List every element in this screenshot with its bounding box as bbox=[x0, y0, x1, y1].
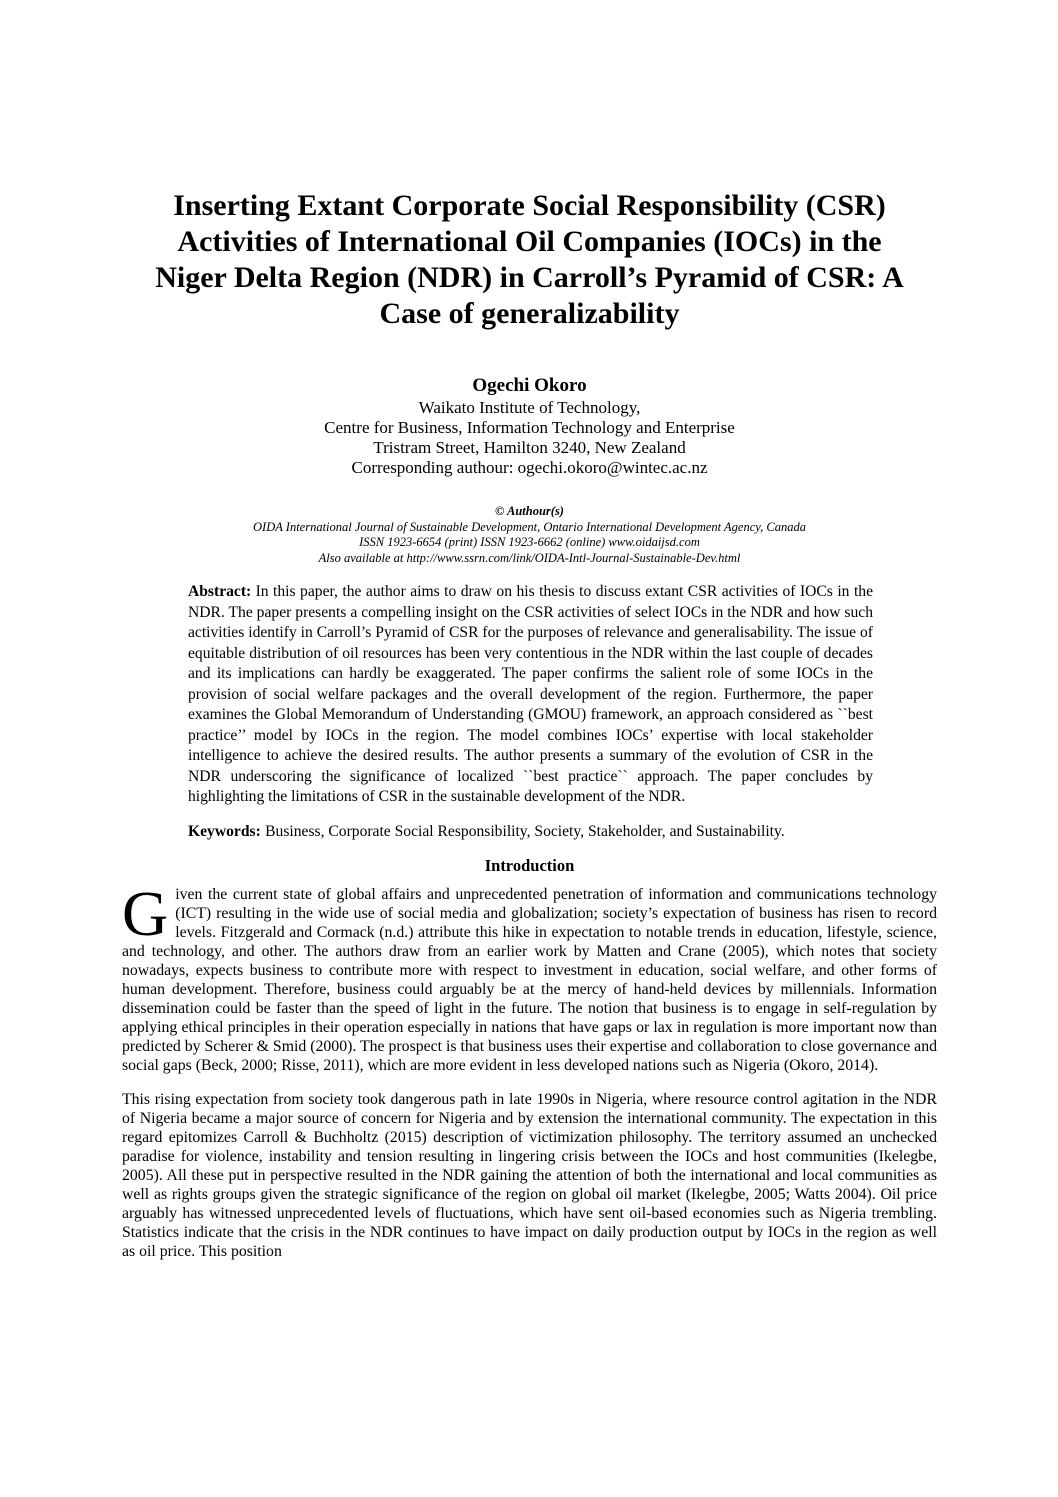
paper-title-line-4: Case of generalizability bbox=[379, 297, 680, 330]
introduction-heading: Introduction bbox=[484, 856, 575, 875]
paper-title-line-2: Activities of International Oil Companies (IOCs) in the bbox=[177, 225, 882, 258]
availability-line: Also available at http://www.ssrn.com/link/OIDA-Intl-Journal-Sustainable-Dev.html bbox=[318, 550, 741, 565]
keywords-label: Keywords: bbox=[188, 822, 261, 840]
journal-imprint bbox=[122, 504, 937, 566]
issn-line: ISSN 1923-6654 (print) ISSN 1923-6662 (online) www.oidaijsd.com bbox=[359, 535, 700, 549]
keywords-text: Business, Corporate Social Responsibility, Society, Stakeholder, and Sustainability. bbox=[265, 822, 785, 840]
author-block bbox=[122, 374, 937, 478]
abstract-label: Abstract: bbox=[188, 583, 252, 600]
abstract-block bbox=[188, 582, 873, 842]
author-corresponding-email: Corresponding authour: ogechi.okoro@wintec.ac.nz bbox=[351, 458, 708, 477]
keywords-paragraph bbox=[188, 822, 873, 843]
author-affiliation-centre: Centre for Business, Information Technology and Enterprise bbox=[324, 418, 735, 437]
journal-name-line: OIDA International Journal of Sustainable Development, Ontario International Development Agency, Canada bbox=[253, 519, 806, 534]
author-affiliation-address: Tristram Street, Hamilton 3240, New Zealand bbox=[373, 438, 686, 457]
introduction-paragraph-2: This rising expectation from society took dangerous path in late 1990s in Nigeria, where resource control agitation in the NDR of Nigeria became a major source of concern for Nigeria and by extension the international community. The expectation in this regard epitomizes Carroll & Buchholtz (2015) description of victimization philosophy. The territory assumed an unchecked paradise for violence, instability and tension resulting in lingering crisis between the IOCs and host communities (Ikelegbe, 2005). All these put in perspective resulted in the NDR gaining the attention of both the international and local communities as well as rights groups given the strategic significance of the region on global oil market (Ikelegbe, 2005; Watts 2004). Oil price arguably has witnessed unprecedented levels of fluctuations, which have sent oil-based economies such as Nigeria trembling. Statistics indicate that the crisis in the NDR continues to have impact on daily production output by IOCs in the region as well as oil price. This position bbox=[122, 1091, 937, 1260]
author-name: Ogechi Okoro bbox=[472, 375, 587, 396]
abstract-paragraph bbox=[188, 582, 873, 808]
paper-title bbox=[108, 188, 951, 332]
copyright-line: © Authour(s) bbox=[495, 504, 564, 518]
author-affiliation-institute: Waikato Institute of Technology, bbox=[418, 398, 641, 417]
dropcap-letter: G bbox=[122, 878, 169, 949]
paper-title-line-1: Inserting Extant Corporate Social Responsibility (CSR) bbox=[173, 189, 886, 222]
introduction-paragraph-1 bbox=[122, 878, 937, 1075]
abstract-text: In this paper, the author aims to draw on his thesis to discuss extant CSR activities of IOCs in the NDR. The paper presents a compelling insight on the CSR activities of select IOCs in the NDR and how such activities identify in Carroll’s Pyramid of CSR for the purposes of relevance and generalisability. The issue of equitable distribution of oil resources has been very contentious in the NDR within the last couple of decades and its implications can hardly be exaggerated. The paper confirms the salient role of some IOCs in the provision of social welfare packages and the overall development of the region. Furthermore, the paper examines the Global Memorandum of Understanding (GMOU) framework, an approach considered as ``best practice’’ model by IOCs in the region. The model combines IOCs’ expertise with local stakeholder intelligence to achieve the desired results. The author presents a summary of the evolution of CSR in the NDR underscoring the significance of localized ``best practice`` approach. The paper concludes by highlighting the limitations of CSR in the sustainable development of the NDR. bbox=[188, 583, 873, 805]
introduction-paragraph-1-text: iven the current state of global affairs and unprecedented penetration of information and communications technology (ICT) resulting in the wide use of social media and globalization; society’s expectation of business has risen to record levels. Fitzgerald and Cormack (n.d.) attribute this hike in expectation to notable trends in education, lifestyle, science, and technology, and other. The authors draw from an earlier work by Matten and Crane (2005), which notes that society nowadays, expects business to contribute more with respect to investment in education, social welfare, and other forms of human development. Therefore, business could arguably be at the mercy of hand-held devices by millennials. Information dissemination could be faster than the speed of light in the future. The notion that business is to engage in self-regulation by applying ethical principles in their operation especially in nations that have gaps or lax in regulation is more important now than predicted by Scherer & Smid (2000). The prospect is that business uses their expertise and collaboration to close governance and social gaps (Beck, 2000; Risse, 2011), which are more evident in less developed nations such as Nigeria (Okoro, 2014). bbox=[122, 886, 937, 1074]
paper-title-line-3: Niger Delta Region (NDR) in Carroll’s Pyramid of CSR: A bbox=[155, 261, 904, 294]
